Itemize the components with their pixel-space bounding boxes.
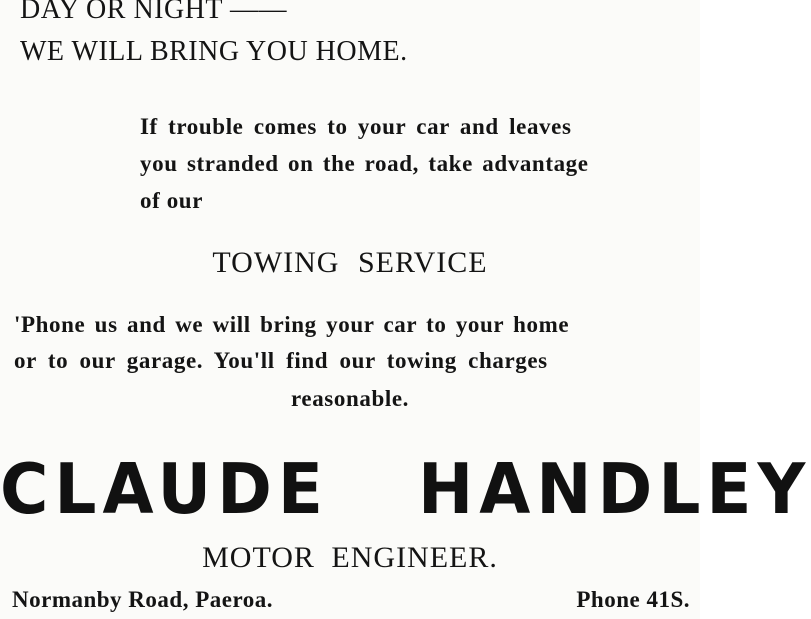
intro-line-1: If trouble comes to your car and leaves (140, 114, 572, 139)
business-title: MOTOR ENGINEER. (202, 541, 498, 574)
details-line-1: 'Phone us and we will bring your car to your home (14, 312, 570, 337)
intro-line-2: you stranded on the road, take advantage (140, 151, 589, 176)
intro-line-3: of our (140, 188, 204, 213)
business-address: Normanby Road, Paeroa. (12, 587, 274, 612)
service-heading: TOWING SERVICE (212, 246, 488, 279)
business-name: CLAUDE HANDLEY (0, 449, 811, 530)
business-phone: Phone 41S. (576, 587, 690, 612)
headline-line-2: WE WILL BRING YOU HOME. (20, 36, 408, 67)
details-line-2: or to our garage. You'll find our towing charges (14, 348, 548, 373)
headline-line-1: DAY OR NIGHT —— (20, 0, 288, 25)
details-line-3: reasonable. (291, 386, 409, 411)
